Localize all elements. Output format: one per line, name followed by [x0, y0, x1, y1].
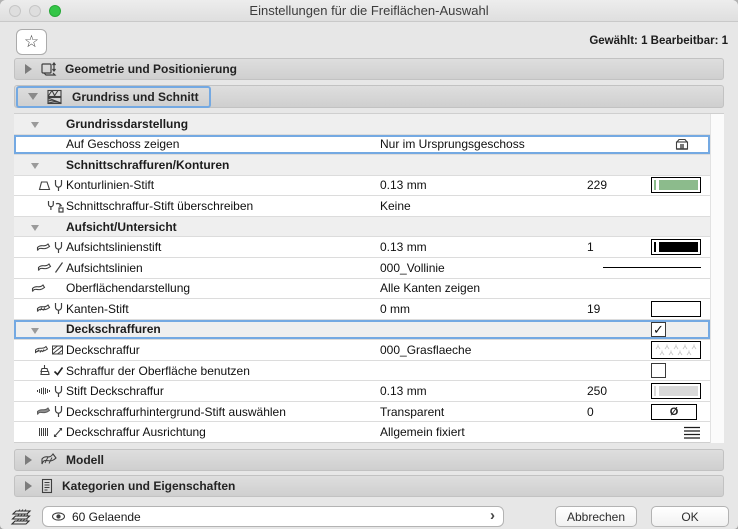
section-label: Modell [66, 453, 104, 467]
pen-color-swatch[interactable] [651, 383, 701, 399]
window-title: Einstellungen für die Freiflächen-Auswahl [249, 3, 489, 18]
settings-panel [14, 113, 724, 443]
plan-section-icon [46, 89, 64, 105]
favorites-button[interactable] [16, 29, 47, 55]
pen-icon [53, 405, 64, 418]
setting-label: Aufsichtslinien [66, 260, 143, 275]
section-kategorien-und-eigenschaften[interactable] [14, 475, 724, 497]
setting-row-deckschraffur[interactable] [14, 340, 710, 361]
setting-row-auf-geschoss-zeigen[interactable] [14, 135, 710, 156]
cover-fill-icon [34, 344, 49, 356]
setting-value-dropdown[interactable]: 000_Vollinie [380, 260, 445, 275]
surface-hatch-icon [36, 303, 51, 314]
close-window-button[interactable] [9, 5, 21, 17]
orientation-lines-icon [38, 426, 50, 438]
section-label: Grundriss und Schnitt [72, 89, 199, 104]
chevron-down-icon [31, 122, 39, 128]
setting-row-konturlinien-stift[interactable] [14, 176, 710, 197]
pen-number[interactable]: 250 [587, 384, 608, 399]
chevron-down-icon [31, 163, 39, 169]
chevron-right-icon: › [490, 507, 495, 524]
layers-icon [10, 507, 36, 527]
setting-label: Deckschraffur [66, 342, 140, 357]
setting-row-stift-deckschraffur[interactable] [14, 381, 710, 402]
null-symbol: Ø [669, 405, 679, 418]
vertical-scrollbar[interactable] [710, 114, 724, 443]
section-label: Geometrie und Positionierung [65, 62, 238, 76]
window-controls [9, 5, 61, 17]
pen-icon [53, 302, 64, 315]
subsection-grundrissdarstellung[interactable] [14, 114, 710, 135]
ok-button[interactable]: OK [651, 506, 729, 527]
setting-value-dropdown[interactable]: Allgemein fixiert [380, 425, 465, 440]
setting-row-deckschraffur-ausrichtung[interactable] [14, 422, 710, 443]
setting-label: Schnittschraffur-Stift überschreiben [66, 199, 254, 214]
pen-number[interactable]: 0 [587, 404, 594, 419]
cancel-button[interactable]: Abbrechen [555, 506, 637, 527]
subsection-deckschraffuren[interactable] [14, 320, 710, 341]
setting-value-dropdown[interactable]: Alle Kanten zeigen [380, 281, 481, 296]
hatch-lines-icon [36, 385, 51, 397]
setting-value-dropdown[interactable]: 000_Grasflaeche [380, 342, 472, 357]
star-icon: ☆ [23, 32, 40, 51]
setting-value[interactable]: 0.13 mm [380, 178, 427, 193]
selection-status: Gewählt: 1 Bearbeitbar: 1 [589, 35, 728, 47]
setting-label: Kanten-Stift [66, 301, 129, 316]
fill-orientation-preview-icon[interactable] [683, 425, 701, 439]
categories-list-icon [40, 478, 54, 494]
setting-row-schraffur-der-oberflaeche-benutzen[interactable] [14, 361, 710, 382]
orientation-arrow-icon [52, 426, 64, 439]
storey-icon [674, 137, 690, 152]
setting-label: Stift Deckschraffur [66, 384, 164, 399]
surface-icon [36, 242, 51, 253]
eye-icon [51, 511, 66, 522]
surface-icon [37, 262, 52, 273]
pen-icon [53, 385, 64, 398]
zoom-window-button[interactable] [49, 5, 61, 17]
subsection-label: Aufsicht/Untersicht [66, 219, 177, 234]
pen-number[interactable]: 1 [587, 240, 594, 255]
setting-label: Schraffur der Oberfläche benutzen [66, 363, 250, 378]
filled-surface-icon [36, 406, 51, 417]
pen-override-icon [47, 200, 64, 213]
setting-label: Auf Geschoss zeigen [66, 137, 180, 152]
title-bar [0, 0, 738, 22]
grass-pattern-swatch[interactable] [651, 341, 701, 359]
setting-row-aufsichtslinien[interactable] [14, 258, 710, 279]
setting-row-kanten-stift[interactable] [14, 299, 710, 320]
subsection-schnittschraffuren-konturen[interactable] [14, 155, 710, 176]
setting-row-deckschraffurhintergrund-stift[interactable] [14, 402, 710, 423]
pen-icon [53, 241, 64, 254]
setting-value-dropdown[interactable]: Transparent [380, 404, 445, 419]
setting-row-oberflaechendarstellung[interactable] [14, 279, 710, 300]
surface-icon [31, 283, 46, 294]
section-selected-highlight [16, 86, 211, 108]
layer-name: 60 Gelaende [72, 509, 141, 524]
chevron-right-icon [25, 64, 32, 74]
pen-color-swatch[interactable] [651, 301, 701, 317]
pen-number[interactable]: 229 [587, 178, 608, 193]
layer-selector[interactable] [42, 506, 504, 527]
line-type-preview[interactable] [587, 260, 710, 276]
setting-label: Deckschraffurhintergrund-Stift auswählen [66, 404, 286, 419]
subsection-label: Grundrissdarstellung [66, 116, 189, 131]
contour-polygon-icon [38, 179, 51, 192]
dialog-footer [0, 504, 738, 529]
chevron-down-icon [31, 328, 39, 334]
section-grundriss-und-schnitt[interactable] [14, 85, 724, 108]
setting-row-aufsichtslinienstift[interactable] [14, 237, 710, 258]
geometry-position-icon [40, 61, 57, 77]
setting-label: Aufsichtslinienstift [66, 240, 162, 255]
setting-value[interactable]: 0 mm [380, 301, 410, 316]
setting-value[interactable]: 0.13 mm [380, 240, 427, 255]
section-modell[interactable] [14, 449, 724, 471]
chevron-down-icon [31, 225, 39, 231]
section-geometrie-und-positionierung[interactable] [14, 58, 724, 80]
subsection-aufsicht-untersicht[interactable] [14, 217, 710, 238]
section-label: Kategorien und Eigenschaften [62, 479, 236, 493]
check-mark-icon [53, 364, 64, 377]
chevron-right-icon [25, 481, 32, 491]
brush-icon [39, 364, 51, 377]
transparent-pen-swatch[interactable] [651, 404, 697, 420]
setting-value-dropdown[interactable]: Nur im Ursprungsgeschoss [380, 137, 525, 152]
pen-color-swatch[interactable] [651, 239, 701, 255]
setting-label: Konturlinien-Stift [66, 178, 155, 193]
use-surface-fill-checkbox[interactable] [651, 363, 666, 378]
pen-color-swatch[interactable] [651, 177, 701, 193]
setting-row-schnittschraffur-stift-ueberschreiben[interactable] [14, 196, 710, 217]
toolbar-band [0, 22, 738, 58]
model-surface-icon [40, 452, 58, 468]
pen-icon [53, 179, 64, 192]
chevron-right-icon [25, 455, 32, 465]
setting-value-dropdown[interactable]: Keine [380, 199, 411, 214]
deckschraffuren-checkbox[interactable] [651, 322, 666, 337]
line-type-icon [54, 261, 64, 274]
subsection-label: Deckschraffuren [66, 322, 161, 337]
subsection-label: Schnittschraffuren/Konturen [66, 157, 230, 172]
pen-number[interactable]: 19 [587, 301, 601, 316]
setting-value[interactable]: 0.13 mm [380, 384, 427, 399]
setting-label: Oberflächendarstellung [66, 281, 191, 296]
minimize-window-button[interactable] [29, 5, 41, 17]
check-icon: ✓ [653, 321, 664, 337]
chevron-down-icon [28, 93, 38, 100]
setting-label: Deckschraffur Ausrichtung [66, 425, 206, 440]
hatch-square-icon [51, 344, 64, 356]
